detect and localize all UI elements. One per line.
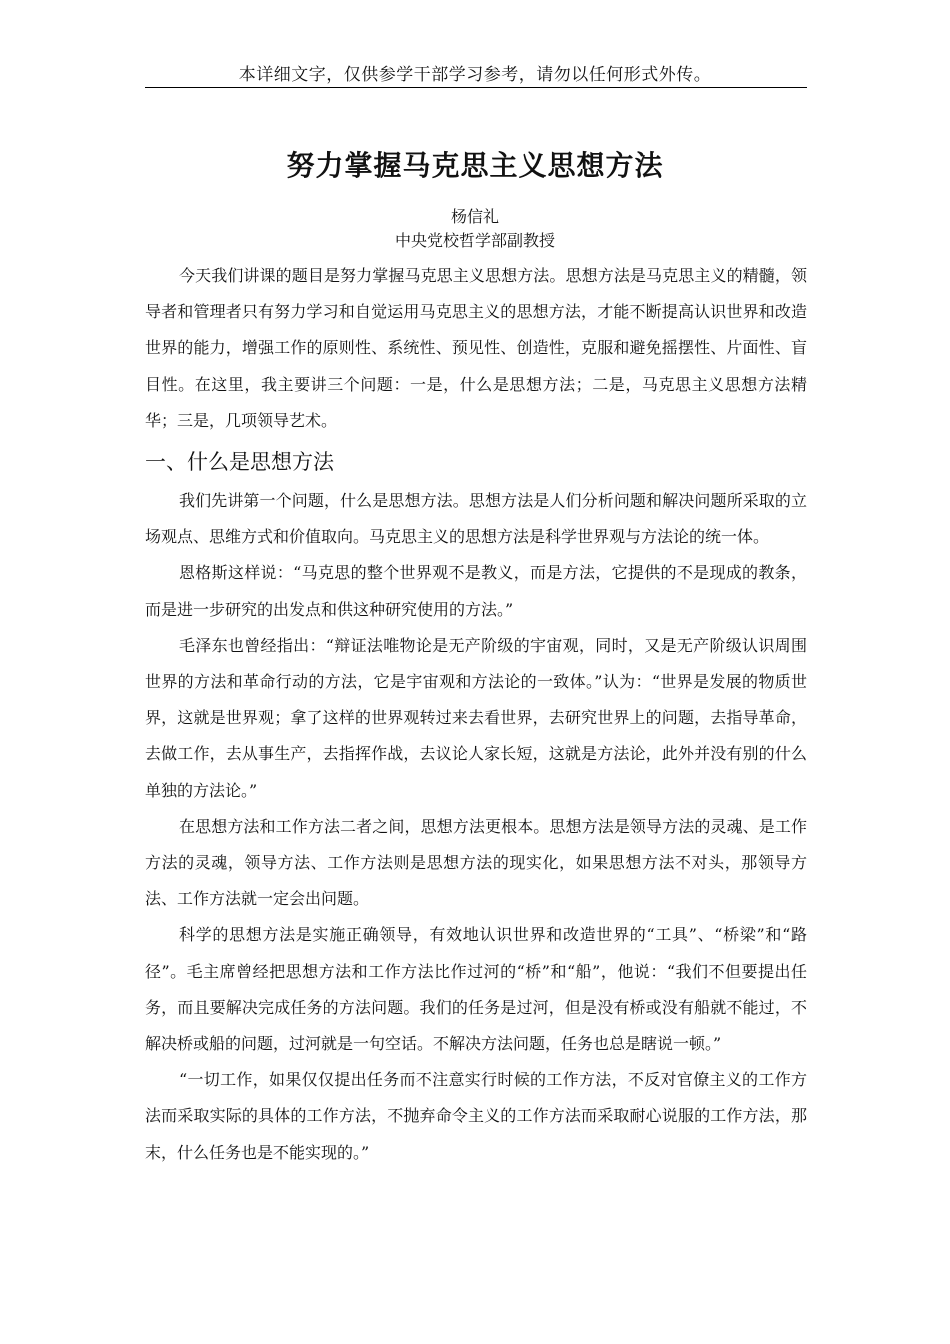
body-paragraph: 我们先讲第一个问题，什么是思想方法。思想方法是人们分析问题和解决问题所采取的立场观点、思维方式和价值取向。马克思主义的思想方法是科学世界观与方法论的统一体。 [145,491,807,547]
intro-paragraph: 今天我们讲课的题目是努力掌握马克思主义思想方法。思想方法是马克思主义的精髓，领导者和管理者只有努力学习和自觉运用马克思主义的思想方法，才能不断提高认识世界和改造世界的能力，增强工作的原则性、系统性、预见性、创造性，克服和避免摇摆性、片面性、盲目性。在这里，我主要讲三个问题：一是，什么是思想方法；二是，马克思主义思想方法精华；三是，几项领导艺术。 [145,266,807,430]
body-paragraph: “一切工作，如果仅仅提出任务而不注意实行时候的工作方法，不反对官僚主义的工作方法而采取实际的具体的工作方法，不抛弃命令主义的工作方法而采取耐心说服的工作方法，那末，什么任务也是不能实现的。” [145,1070,807,1162]
document-title: 努力掌握马克思主义思想方法 [286,149,664,182]
section-heading: 一、什么是思想方法 [145,450,334,475]
author-affiliation: 中央党校哲学部副教授 [394,231,555,250]
body-paragraph: 科学的思想方法是实施正确领导，有效地认识世界和改造世界的“工具”、“桥梁”和“路径”。毛主席曾经把思想方法和工作方法比作过河的“桥”和“船”，他说：“我们不但要提出任务，而且要解决完成任务的方法问题。我们的任务是过河，但是没有桥或没有船就不能过，不解决桥或船的问题，过河就是一句空话。不解决方法问题，任务也总是瞎说一顿。” [145,925,807,1054]
author-name: 杨信礼 [450,207,499,226]
header-divider [145,87,807,88]
body-paragraph: 恩格斯这样说：“马克思的整个世界观不是教义，而是方法，它提供的不是现成的教条，而是进一步研究的出发点和供这种研究使用的方法。” [145,563,807,619]
body-paragraph: 在思想方法和工作方法二者之间，思想方法更根本。思想方法是领导方法的灵魂、是工作方法的灵魂，领导方法、工作方法则是思想方法的现实化，如果思想方法不对头，那领导方法、工作方法就一定会出问题。 [145,816,807,909]
header-notice: 本详细文字，仅供参学干部学习参考，请勿以任何形式外传。 [238,65,712,85]
document-body [145,258,807,1171]
body-paragraph: 毛泽东也曾经指出：“辩证法唯物论是无产阶级的宇宙观，同时，又是无产阶级认识周围世界的方法和革命行动的方法，它是宇宙观和方法论的一致体。”认为：“世界是发展的物质世界，这就是世界观；拿了这样的世界观转过来去看世界，去研究世界上的问题，去指导革命，去做工作，去从事生产，去指挥作战，去议论人家长短，这就是方法论，此外并没有别的什么单独的方法论。” [145,635,807,800]
